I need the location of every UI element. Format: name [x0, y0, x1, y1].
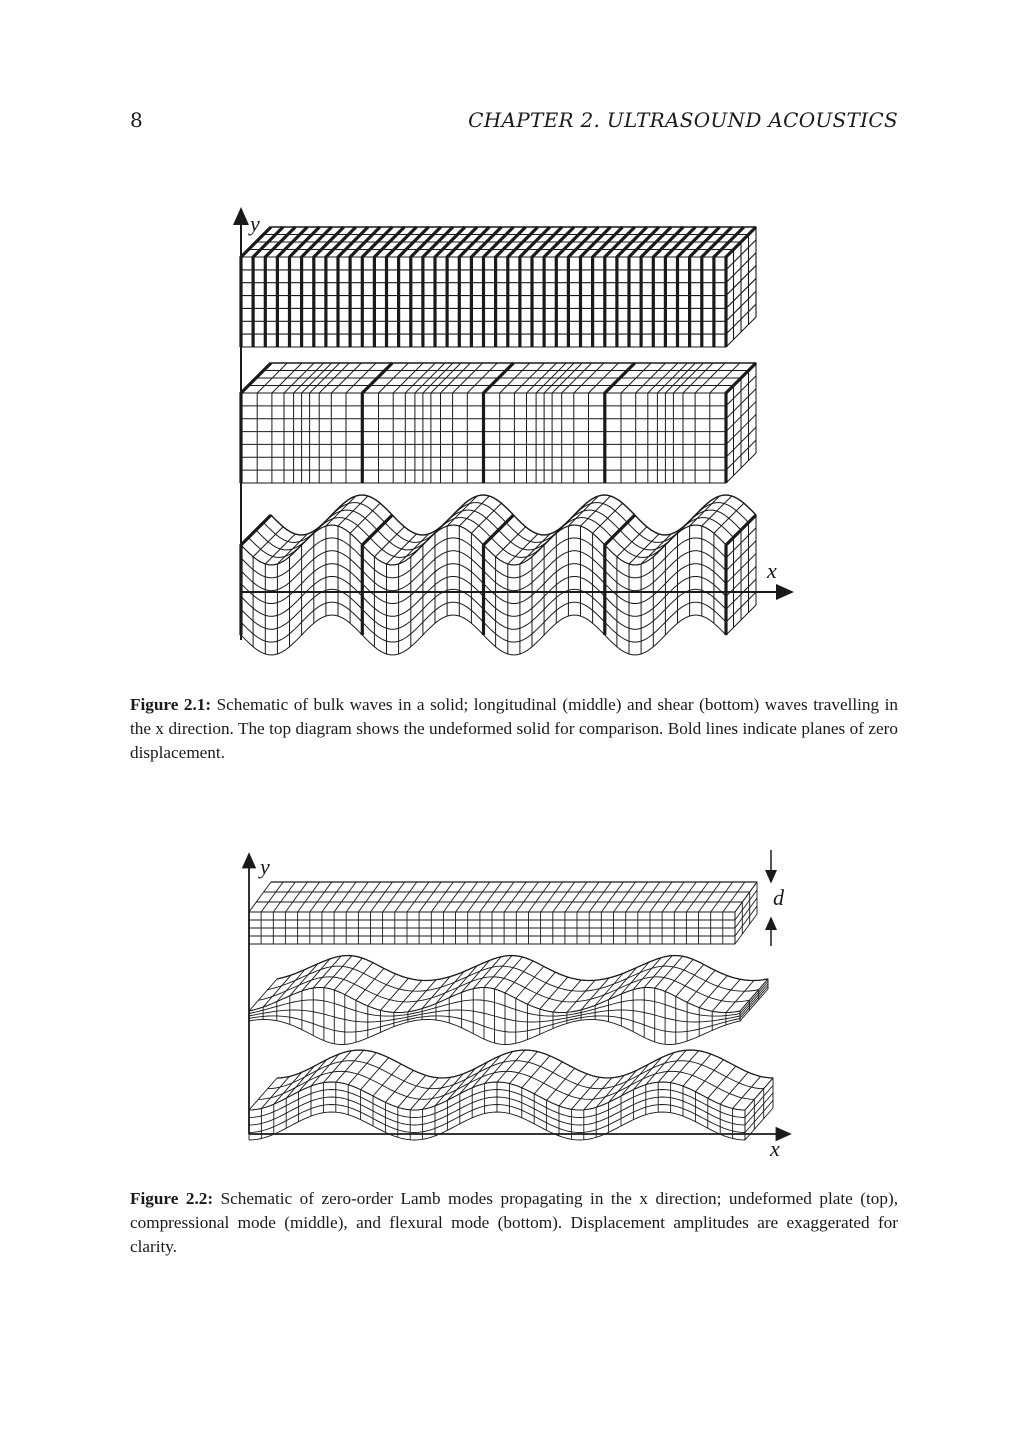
top-depth-line	[419, 882, 441, 912]
top-depth-line	[380, 978, 408, 1010]
top-depth-line	[534, 1062, 562, 1094]
caption-label: Figure 2.2:	[130, 1189, 214, 1208]
top-depth-line	[334, 882, 356, 912]
top-depth-line	[431, 882, 453, 912]
page-number: 8	[130, 108, 143, 132]
top-depth-line	[723, 882, 745, 912]
top-depth-line	[286, 1066, 314, 1098]
top-depth-line	[686, 882, 708, 912]
top-depth-line	[509, 1052, 537, 1084]
top-depth-line	[249, 1078, 277, 1110]
top-depth-line	[522, 1056, 550, 1088]
top-depth-line	[553, 980, 581, 1012]
zero-displacement-line	[484, 363, 514, 483]
side-depth-line	[740, 984, 768, 1016]
compressional-mode-plate	[249, 955, 768, 1044]
zero-displacement-line	[241, 363, 271, 483]
top-depth-line	[371, 882, 393, 912]
undeformed-solid-block	[241, 227, 756, 347]
page-header	[130, 108, 898, 138]
side-depth-line	[735, 914, 757, 944]
caption-text: Schematic of zero-order Lamb modes propagating in the x direction; undeformed plate (top), compressional mode (middle), and flexural mode (bottom). Displacement amplitudes are exaggerated for clarity.	[130, 1189, 898, 1256]
top-depth-line	[480, 882, 502, 912]
figure-lamb-modes	[0, 840, 1024, 1170]
top-depth-line	[699, 882, 721, 912]
top-depth-line	[460, 1062, 488, 1094]
top-depth-line	[711, 882, 733, 912]
top-depth-line	[662, 882, 684, 912]
top-depth-line	[712, 979, 740, 1011]
top-depth-line	[567, 980, 595, 1012]
side-depth-line	[735, 898, 757, 928]
top-depth-line	[443, 882, 465, 912]
top-depth-line	[565, 882, 587, 912]
top-depth-line	[601, 882, 623, 912]
top-depth-line	[285, 882, 307, 912]
top-depth-line	[559, 1074, 587, 1106]
top-depth-line	[299, 1060, 327, 1092]
top-depth-line	[571, 1077, 599, 1109]
top-depth-line	[733, 1076, 761, 1108]
top-depth-line	[407, 882, 429, 912]
top-depth-line	[334, 958, 362, 990]
front-horizontal-line	[249, 1112, 745, 1140]
top-depth-line	[665, 959, 693, 991]
zero-displacement-line	[362, 363, 392, 483]
flexural-mode-plate	[249, 1050, 773, 1140]
undeformed-plate	[249, 882, 757, 944]
top-depth-line	[313, 956, 341, 988]
side-depth-line	[740, 982, 768, 1014]
fig2-x-label: x	[770, 1136, 780, 1161]
top-depth-line	[346, 882, 368, 912]
top-depth-line	[674, 882, 696, 912]
top-depth-line	[336, 1050, 364, 1082]
top-depth-line	[589, 882, 611, 912]
top-depth-line	[373, 1064, 401, 1096]
side-depth-line	[740, 989, 768, 1021]
thickness-marker	[771, 850, 785, 946]
top-depth-line	[298, 882, 320, 912]
top-depth-line	[516, 882, 538, 912]
top-depth-line	[261, 882, 283, 912]
top-depth-line	[468, 882, 490, 912]
longitudinal-wave-block	[241, 363, 756, 483]
top-depth-line	[671, 1051, 699, 1083]
top-depth-line	[249, 882, 271, 912]
shear-wave-block	[241, 495, 756, 655]
top-depth-line	[699, 976, 727, 1008]
fig2-y-label: y	[260, 854, 270, 879]
top-depth-line	[505, 961, 533, 993]
top-depth-line	[322, 882, 344, 912]
top-depth-line	[683, 1054, 711, 1086]
top-depth-line	[553, 882, 575, 912]
top-depth-line	[492, 882, 514, 912]
top-depth-line	[720, 1072, 748, 1104]
top-depth-line	[395, 882, 417, 912]
thickness-label: d	[773, 885, 784, 910]
top-depth-line	[273, 882, 295, 912]
top-depth-line	[650, 882, 672, 912]
figure-bulk-waves	[0, 195, 1024, 665]
caption-text: Schematic of bulk waves in a solid; longitudinal (middle) and shear (bottom) waves travelling in the x direction. The top diagram shows the undeformed solid for comparison. Bold lines indicate planes of zero displacement.	[130, 695, 898, 762]
top-depth-line	[577, 882, 599, 912]
side-depth-line	[735, 906, 757, 936]
top-depth-line	[310, 882, 332, 912]
top-depth-line	[516, 966, 544, 998]
top-depth-line	[249, 979, 277, 1011]
side-depth-line	[735, 890, 757, 920]
top-depth-line	[528, 882, 550, 912]
fig1-y-label: y	[250, 211, 260, 236]
top-depth-line	[383, 882, 405, 912]
top-depth-line	[394, 980, 422, 1012]
top-depth-line	[358, 882, 380, 912]
top-depth-line	[638, 882, 660, 912]
zero-displacement-line	[605, 363, 635, 483]
top-depth-line	[368, 974, 396, 1006]
side-depth-line	[745, 1093, 773, 1125]
top-depth-line	[609, 968, 637, 1000]
top-depth-line	[614, 882, 636, 912]
top-depth-line	[408, 980, 436, 1012]
top-depth-line	[626, 882, 648, 912]
top-depth-line	[456, 882, 478, 912]
top-depth-line	[356, 968, 384, 1000]
top-depth-line	[676, 964, 704, 996]
top-depth-line	[410, 1078, 438, 1110]
side-depth-line	[740, 979, 768, 1011]
top-depth-line	[541, 882, 563, 912]
top-depth-line	[655, 956, 683, 988]
top-depth-line	[504, 882, 526, 912]
top-depth-line	[621, 1064, 649, 1096]
caption-label: Figure 2.1:	[130, 695, 212, 714]
side-depth-line	[735, 882, 757, 912]
figure-caption-2-1	[130, 693, 898, 765]
figure-caption-2-2	[130, 1187, 898, 1259]
fig1-x-label: x	[767, 558, 777, 583]
running-head: CHAPTER 2. ULTRASOUND ACOUSTICS	[468, 108, 898, 132]
top-depth-line	[708, 1066, 736, 1098]
